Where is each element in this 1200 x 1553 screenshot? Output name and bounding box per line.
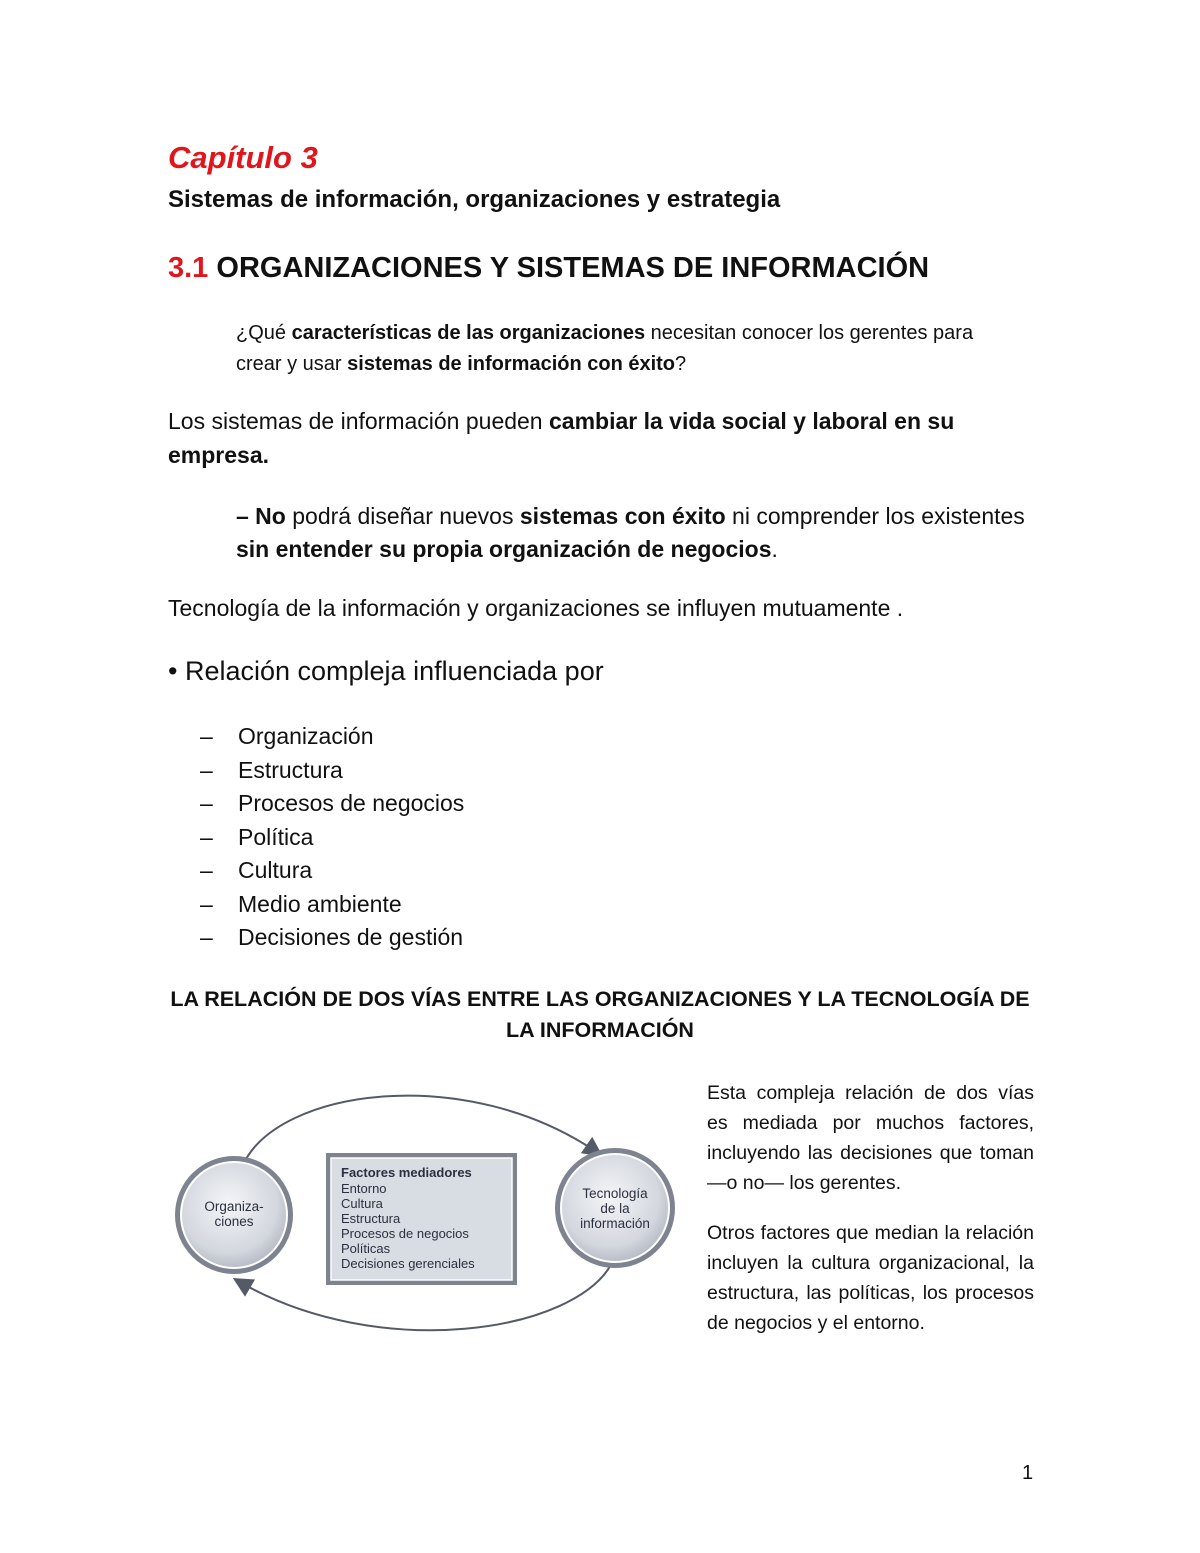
- paragraph-emphasis: – No: [236, 503, 286, 529]
- technology-circle: [555, 1148, 675, 1268]
- question-emphasis: características de las organizaciones: [291, 322, 646, 344]
- box-item: Entorno: [341, 1181, 387, 1196]
- side-paragraph-2: Otros factores que median la relación incluyen la cultura organizacional, la estructura, las políticas, los procesos de negocios y el entorno.: [707, 1222, 1034, 1334]
- section-number: 3.1: [168, 252, 209, 284]
- paragraph-text: ni comprender los existentes: [725, 503, 1025, 529]
- paragraph-emphasis: sistemas con éxito: [519, 503, 726, 529]
- technology-label-line1: Tecnología: [582, 1186, 648, 1201]
- box-item: Procesos de negocios: [341, 1226, 469, 1241]
- list-item: [200, 720, 464, 754]
- list-item-label: Política: [238, 823, 314, 850]
- list-item-label: Estructura: [238, 756, 343, 783]
- paragraph-text: podrá diseñar nuevos: [285, 503, 520, 529]
- mediating-factors-box: [326, 1153, 517, 1285]
- dash-marker: –: [200, 723, 213, 749]
- paragraph-emphasis: su propia organización de negocios: [379, 536, 772, 562]
- paragraph-emphasis: cambiar la vida social y laboral en su empresa.: [168, 408, 955, 468]
- dash-marker: –: [200, 857, 213, 883]
- bullet-heading: • Relación compleja influenciada por: [168, 656, 604, 686]
- box-item: Cultura: [341, 1196, 383, 1211]
- guiding-question: [236, 318, 1016, 380]
- list-item-label: Organización: [238, 723, 374, 749]
- dash-marker: –: [200, 890, 213, 917]
- chapter-heading: Capítulo 3: [168, 140, 318, 175]
- organizations-label-line1: Organiza-: [204, 1199, 264, 1214]
- list-item-label: Medio ambiente: [238, 890, 402, 917]
- list-item: [200, 888, 464, 922]
- page-number: 1: [1022, 1462, 1034, 1484]
- section-heading: [168, 252, 929, 285]
- paragraph-3: Tecnología de la información y organizaciones se influyen mutuamente .: [168, 595, 904, 621]
- list-item-label: Procesos de negocios: [238, 790, 465, 816]
- figure-title: LA RELACIÓN DE DOS VÍAS ENTRE LAS ORGANIZACIONES Y LA TECNOLOGÍA DE LA INFORMACIÓN: [170, 987, 1030, 1042]
- section-title: ORGANIZACIONES Y SISTEMAS DE INFORMACIÓN: [208, 252, 930, 284]
- question-emphasis: sistemas de información con éxito: [347, 353, 676, 375]
- box-item: Decisiones gerenciales: [341, 1256, 475, 1271]
- list-item-label: Decisiones de gestión: [238, 924, 464, 950]
- paragraph-text: Los sistemas de información pueden: [168, 408, 549, 434]
- technology-label-line3: información: [580, 1216, 650, 1231]
- technology-label-line2: de la: [600, 1201, 630, 1216]
- box-title: Factores mediadores: [341, 1165, 472, 1180]
- question-text: necesitan conocer los gerentes para crear y usar: [236, 322, 974, 375]
- dash-marker: –: [200, 790, 213, 816]
- side-paragraph-1: Esta compleja relación de dos vías es mediada por muchos factores, incluyendo las decisiones que toman —o no— los gerentes.: [707, 1082, 1034, 1194]
- list-item: [200, 921, 464, 955]
- dash-marker: –: [200, 924, 213, 950]
- paragraph-2: [236, 500, 1026, 566]
- chapter-subtitle: Sistemas de información, organizaciones y estrategia: [168, 186, 781, 213]
- question-text: ¿Qué: [236, 322, 292, 344]
- paragraph-text: .: [771, 536, 778, 562]
- two-way-relationship-diagram: [168, 1063, 680, 1351]
- dash-marker: –: [200, 823, 213, 850]
- list-item-label: Cultura: [238, 857, 313, 883]
- list-item: [200, 854, 464, 888]
- paragraph-emphasis: sin entender: [236, 536, 373, 562]
- list-item: [200, 821, 464, 855]
- box-item: Estructura: [341, 1211, 401, 1226]
- dash-marker: –: [200, 756, 213, 783]
- organizations-label-line2: ciones: [214, 1214, 254, 1229]
- paragraph-1: [168, 404, 1018, 472]
- box-item: Políticas: [341, 1241, 391, 1256]
- list-item: [200, 754, 464, 788]
- list-item: [200, 787, 464, 821]
- question-text: ?: [675, 353, 687, 375]
- organizations-circle: [175, 1156, 293, 1274]
- factor-list: [200, 720, 464, 955]
